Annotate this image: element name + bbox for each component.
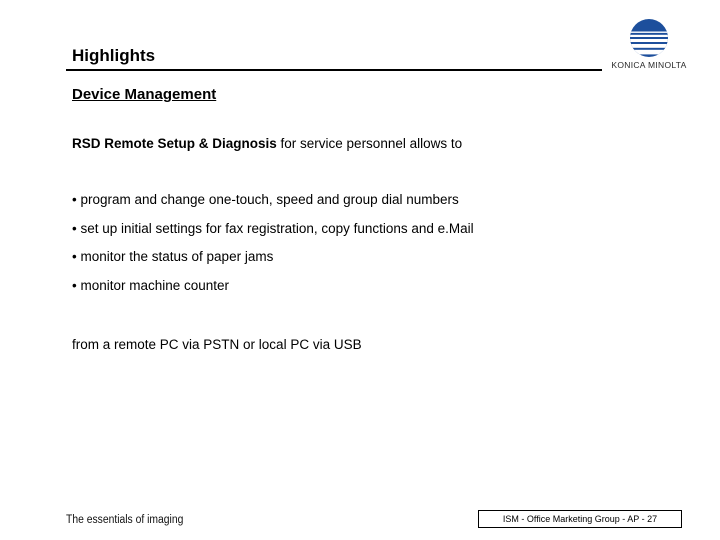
intro-paragraph (72, 135, 462, 153)
intro-bold-text: RSD Remote Setup & Diagnosis (72, 136, 277, 151)
bullet-item: • monitor the status of paper jams (72, 249, 274, 264)
footer-page-info: ISM - Office Marketing Group - AP - 27 (478, 510, 682, 528)
bullet-item: • program and change one-touch, speed and group dial numbers (72, 192, 459, 207)
intro-text: for service personnel allows to (276, 136, 463, 151)
slide-title: Highlights (72, 46, 156, 65)
section-heading: Device Management (72, 86, 217, 103)
bullet-item: • monitor machine counter (72, 278, 230, 293)
title-divider (66, 69, 602, 71)
globe-logo-icon (629, 18, 669, 58)
konica-minolta-logo (608, 18, 690, 78)
footer-tagline: The essentials of imaging (66, 514, 184, 526)
bullet-item: • set up initial settings for fax registration, copy functions and e.Mail (72, 221, 474, 236)
closing-line: from a remote PC via PSTN or local PC via USB (72, 337, 362, 352)
logo-wordmark: KONICA MINOLTA (611, 60, 687, 70)
